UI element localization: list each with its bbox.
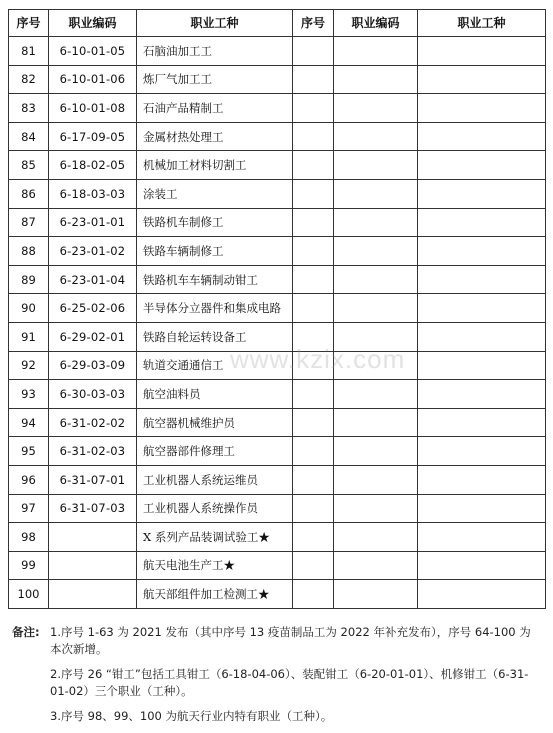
row-occupation-empty	[418, 494, 546, 523]
occupation-text: 航天部组件加工检测工★	[143, 587, 270, 602]
table-row	[9, 65, 546, 94]
occupation-text: 工业机器人系统运维员	[143, 472, 258, 487]
row-code: 6-23-01-02	[49, 237, 137, 266]
row-code: 6-30-03-03	[49, 380, 137, 409]
row-serial-empty	[293, 351, 334, 380]
table-row	[9, 37, 546, 66]
row-code: 6-17-09-05	[49, 122, 137, 151]
row-serial: 94	[9, 408, 49, 437]
row-serial: 85	[9, 151, 49, 180]
row-serial-empty	[293, 237, 334, 266]
row-occupation	[137, 94, 293, 123]
row-serial-empty	[293, 580, 334, 609]
row-code-empty	[334, 94, 418, 123]
occupation-table	[8, 9, 546, 609]
row-code-empty	[334, 237, 418, 266]
row-code	[49, 551, 137, 580]
row-occupation-empty	[418, 179, 546, 208]
row-occupation	[137, 265, 293, 294]
row-code-empty	[334, 551, 418, 580]
row-occupation	[137, 294, 293, 323]
row-serial-empty	[293, 494, 334, 523]
row-serial-empty	[293, 122, 334, 151]
row-occupation	[137, 208, 293, 237]
row-code-empty	[334, 523, 418, 552]
row-code-empty	[334, 37, 418, 66]
row-occupation-empty	[418, 408, 546, 437]
row-code: 6-31-07-01	[49, 465, 137, 494]
occupation-text: 航天电池生产工★	[143, 558, 235, 573]
occupation-text: 机械加工材料切割工	[143, 158, 247, 173]
row-occupation	[137, 437, 293, 466]
row-occupation-empty	[418, 437, 546, 466]
row-occupation-empty	[418, 265, 546, 294]
row-code: 6-29-03-09	[49, 351, 137, 380]
row-code-empty	[334, 151, 418, 180]
table-body	[9, 37, 546, 609]
row-serial: 97	[9, 494, 49, 523]
row-code: 6-18-03-03	[49, 179, 137, 208]
row-occupation	[137, 237, 293, 266]
occupation-text: 铁路机车车辆制动钳工	[143, 272, 258, 287]
table-row	[9, 437, 546, 466]
row-occupation-empty	[418, 580, 546, 609]
row-code: 6-23-01-04	[49, 265, 137, 294]
row-serial: 92	[9, 351, 49, 380]
table-row	[9, 465, 546, 494]
row-serial-empty	[293, 465, 334, 494]
notes-label: 备注:	[12, 625, 40, 639]
row-occupation-empty	[418, 351, 546, 380]
row-code-empty	[334, 122, 418, 151]
note-text-3: 3.序号 98、99、100 为航天行业内特有职业（工种）。	[50, 709, 333, 723]
occupation-text: 石油产品精制工	[143, 100, 224, 115]
row-occupation	[137, 523, 293, 552]
row-serial: 82	[9, 65, 49, 94]
row-code: 6-25-02-06	[49, 294, 137, 323]
row-serial: 87	[9, 208, 49, 237]
row-code-empty	[334, 580, 418, 609]
table-row	[9, 351, 546, 380]
table-row	[9, 151, 546, 180]
row-code: 6-10-01-08	[49, 94, 137, 123]
row-occupation	[137, 122, 293, 151]
row-occupation-empty	[418, 465, 546, 494]
table-row	[9, 380, 546, 409]
occupation-text: 炼厂气加工工	[143, 72, 212, 87]
row-occupation	[137, 351, 293, 380]
row-code: 6-10-01-05	[49, 37, 137, 66]
row-serial: 81	[9, 37, 49, 66]
row-code-empty	[334, 322, 418, 351]
row-occupation	[137, 465, 293, 494]
row-code-empty	[334, 265, 418, 294]
table-row	[9, 265, 546, 294]
row-code-empty	[334, 408, 418, 437]
row-code-empty	[334, 179, 418, 208]
row-occupation	[137, 37, 293, 66]
row-serial-empty	[293, 208, 334, 237]
row-serial-empty	[293, 551, 334, 580]
table-row	[9, 179, 546, 208]
row-code: 6-18-02-05	[49, 151, 137, 180]
header-occupation-left: 职业工种	[137, 10, 293, 37]
header-occupation-right: 职业工种	[418, 10, 546, 37]
row-occupation	[137, 551, 293, 580]
row-serial: 89	[9, 265, 49, 294]
row-serial: 88	[9, 237, 49, 266]
row-serial: 91	[9, 322, 49, 351]
row-code-empty	[334, 208, 418, 237]
row-occupation	[137, 322, 293, 351]
occupation-text: 半导体分立器件和集成电路	[143, 301, 281, 316]
row-code-empty	[334, 380, 418, 409]
occupation-table-container	[8, 9, 545, 609]
notes-section	[12, 624, 542, 733]
occupation-text: 轨道交通通信工	[143, 358, 224, 373]
row-occupation	[137, 580, 293, 609]
note-item-1	[12, 624, 542, 658]
occupation-text: 石脑油加工工	[143, 43, 212, 58]
row-serial-empty	[293, 65, 334, 94]
occupation-text: 航空油料员	[143, 386, 201, 401]
row-occupation-empty	[418, 294, 546, 323]
occupation-text: 涂装工	[143, 186, 178, 201]
note-text-2: 2.序号 26 “钳工”包括工具钳工（6-18-04-06）、装配钳工（6-20-01-01）、机修钳工（6-31-01-02）三个职业（工种）。	[50, 667, 529, 698]
row-code	[49, 523, 137, 552]
row-code: 6-31-02-02	[49, 408, 137, 437]
row-code: 6-31-07-03	[49, 494, 137, 523]
row-serial-empty	[293, 94, 334, 123]
row-serial: 90	[9, 294, 49, 323]
note-item-2	[12, 666, 542, 700]
row-serial-empty	[293, 380, 334, 409]
row-serial: 98	[9, 523, 49, 552]
table-row	[9, 208, 546, 237]
table-row	[9, 237, 546, 266]
row-serial-empty	[293, 151, 334, 180]
row-serial: 100	[9, 580, 49, 609]
occupation-text: 航空器部件修理工	[143, 444, 235, 459]
row-serial-empty	[293, 408, 334, 437]
row-occupation-empty	[418, 523, 546, 552]
table-row	[9, 294, 546, 323]
header-serial-right: 序号	[293, 10, 334, 37]
row-occupation-empty	[418, 551, 546, 580]
header-code-left: 职业编码	[49, 10, 137, 37]
row-code-empty	[334, 351, 418, 380]
row-occupation	[137, 380, 293, 409]
table-row	[9, 580, 546, 609]
row-serial-empty	[293, 437, 334, 466]
header-code-right: 职业编码	[334, 10, 418, 37]
occupation-text: X 系列产品装调试验工★	[143, 529, 270, 544]
row-serial: 83	[9, 94, 49, 123]
row-serial-empty	[293, 523, 334, 552]
row-serial-empty	[293, 322, 334, 351]
table-row	[9, 551, 546, 580]
row-code-empty	[334, 494, 418, 523]
row-serial: 86	[9, 179, 49, 208]
row-serial-empty	[293, 265, 334, 294]
table-header-row	[9, 10, 546, 37]
row-occupation	[137, 179, 293, 208]
table-row	[9, 322, 546, 351]
occupation-text: 铁路机车制修工	[143, 215, 224, 230]
table-row	[9, 523, 546, 552]
row-code: 6-10-01-06	[49, 65, 137, 94]
row-occupation-empty	[418, 151, 546, 180]
row-occupation-empty	[418, 237, 546, 266]
occupation-text: 工业机器人系统操作员	[143, 501, 258, 516]
row-serial: 96	[9, 465, 49, 494]
watermark: www.kzix.com	[230, 344, 406, 374]
row-code	[49, 580, 137, 609]
table-row	[9, 494, 546, 523]
row-serial: 99	[9, 551, 49, 580]
occupation-text: 铁路自轮运转设备工	[143, 329, 247, 344]
row-serial: 93	[9, 380, 49, 409]
row-code: 6-29-02-01	[49, 322, 137, 351]
table-row	[9, 94, 546, 123]
table-row	[9, 122, 546, 151]
row-serial-empty	[293, 179, 334, 208]
row-serial-empty	[293, 294, 334, 323]
row-occupation	[137, 408, 293, 437]
row-occupation	[137, 494, 293, 523]
row-serial-empty	[293, 37, 334, 66]
note-item-3	[12, 708, 542, 725]
row-occupation	[137, 151, 293, 180]
row-serial: 95	[9, 437, 49, 466]
table-row	[9, 408, 546, 437]
row-occupation	[137, 65, 293, 94]
row-occupation-empty	[418, 380, 546, 409]
row-occupation-empty	[418, 322, 546, 351]
row-occupation-empty	[418, 37, 546, 66]
row-occupation-empty	[418, 208, 546, 237]
row-serial: 84	[9, 122, 49, 151]
row-code-empty	[334, 465, 418, 494]
occupation-text: 航空器机械维护员	[143, 415, 235, 430]
occupation-text: 铁路车辆制修工	[143, 243, 224, 258]
note-text-1: 1.序号 1-63 为 2021 发布（其中序号 13 疫苗制品工为 2022 年补充发布），序号 64-100 为本次新增。	[50, 625, 531, 656]
row-code: 6-31-02-03	[49, 437, 137, 466]
row-code-empty	[334, 65, 418, 94]
row-code: 6-23-01-01	[49, 208, 137, 237]
row-code-empty	[334, 437, 418, 466]
row-occupation-empty	[418, 122, 546, 151]
header-serial-left: 序号	[9, 10, 49, 37]
row-occupation-empty	[418, 65, 546, 94]
occupation-text: 金属材热处理工	[143, 129, 224, 144]
row-occupation-empty	[418, 94, 546, 123]
row-code-empty	[334, 294, 418, 323]
